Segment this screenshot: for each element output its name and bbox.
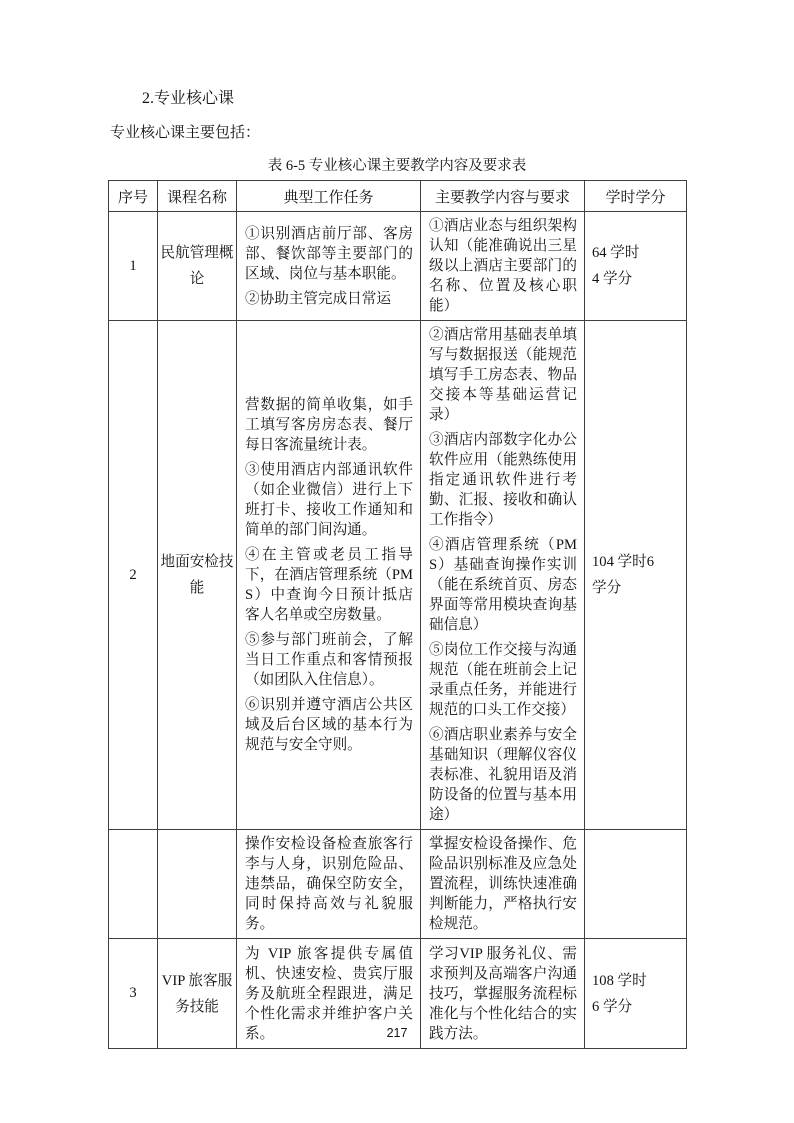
credit-line: 4 学分 xyxy=(592,271,633,287)
credit-line: 学分 xyxy=(592,580,622,596)
content-paragraph: 掌握安检设备操作、危险品识别标准及应急处置流程，训练快速准确判断能力，严格执行安检规范。 xyxy=(429,836,577,932)
seq-cell: 3 xyxy=(109,939,158,1049)
header-cell-tasks: 典型工作任务 xyxy=(237,181,421,212)
table-row xyxy=(109,830,687,939)
content-paragraph: ①酒店业态与组织架构认知（能准确说出三星级以上酒店主要部门的名称、位置及核心职能） xyxy=(429,218,577,314)
content-cell xyxy=(421,830,585,939)
page-number: 217 xyxy=(386,1026,408,1040)
task-paragraph: ③使用酒店内部通讯软件（如企业微信）进行上下班打卡、接收工作通知和简单的部门间沟通。 xyxy=(245,462,413,538)
tasks-cell xyxy=(237,212,421,321)
task-paragraph: ⑥识别并遵守酒店公共区域及后台区域的基本行为规范与安全守则。 xyxy=(245,697,413,753)
header-row xyxy=(109,181,687,212)
credit-line: 64 学时 xyxy=(592,245,640,261)
table-body xyxy=(109,212,687,1049)
credit-line: 6 学分 xyxy=(592,998,633,1015)
content-paragraph: ④酒店管理系统（PMS）基础查询操作实训（能在系统首页、房态界面等常用模块查询基础信息） xyxy=(429,537,577,633)
credit-cell xyxy=(585,321,687,830)
credit-line: 108 学时 xyxy=(592,972,647,989)
header-cell-course: 课程名称 xyxy=(158,181,237,212)
content-cell xyxy=(421,321,585,830)
content-paragraph: 学习VIP 服务礼仪、需求预判及高端客户沟通技巧，掌握服务流程标准化与个性化结合的实践方法。 xyxy=(429,945,577,1042)
header-cell-credit: 学时学分 xyxy=(585,181,687,212)
header-cell-seq: 序号 xyxy=(109,181,158,212)
content-paragraph: ⑤岗位工作交接与沟通规范（能在班前会上记录重点任务，并能进行规范的口头工作交接） xyxy=(429,642,577,718)
table-row xyxy=(109,212,687,321)
task-paragraph: 操作安检设备检查旅客行李与人身，识别危险品、违禁品，确保空防安全，同时保持高效与礼貌服务。 xyxy=(245,836,413,932)
task-paragraph: ①识别酒店前厅部、客房部、餐饮部等主要部门的区域、岗位与基本职能。 xyxy=(245,225,413,282)
intro-text: 专业核心课主要包括： xyxy=(110,125,261,141)
content-paragraph: ②酒店常用基础表单填写与数据报送（能规范填写手工房态表、物品交接本等基础运营记录） xyxy=(429,327,577,423)
task-paragraph: 为 VIP 旅客提供专属值机、快速安检、贵宾厅服务及航班全程跟进，满足个性化需求并维护客户关系。 xyxy=(245,945,413,1042)
task-paragraph: 营数据的简单收集，如手工填写客房房态表、餐厅每日客流量统计表。 xyxy=(245,397,413,453)
seq-cell: 1 xyxy=(109,212,158,321)
credit-line: 104 学时6 xyxy=(592,554,655,570)
task-paragraph: ④在主管或老员工指导下，在酒店管理系统（PMS）中查询今日预计抵店客人名单或空房数量。 xyxy=(245,547,413,623)
seq-cell: 2 xyxy=(109,321,158,830)
section-title: 2.专业核心课 xyxy=(142,90,235,107)
tasks-cell xyxy=(237,321,421,830)
table-row xyxy=(109,321,687,830)
tasks-cell xyxy=(237,830,421,939)
table-caption: 表 6-5 专业核心课主要教学内容及要求表 xyxy=(267,158,527,174)
task-paragraph: ②协助主管完成日常运 xyxy=(245,290,391,307)
course-name-cell: VIP 旅客服务技能 xyxy=(158,939,237,1049)
seq-cell xyxy=(109,830,158,939)
content-paragraph: ③酒店内部数字化办公软件应用（能熟练使用指定通讯软件进行考勤、汇报、接收和确认工作指令） xyxy=(429,432,577,528)
header-cell-content: 主要教学内容与要求 xyxy=(421,181,585,212)
core-courses-table xyxy=(108,180,687,1049)
content-cell xyxy=(421,212,585,321)
credit-cell xyxy=(585,212,687,321)
table-header xyxy=(109,181,687,212)
course-name-cell: 民航管理概论 xyxy=(158,212,237,321)
course-name-cell xyxy=(158,830,237,939)
course-name-cell: 地面安检技能 xyxy=(158,321,237,830)
content-paragraph: ⑥酒店职业素养与安全基础知识（理解仪容仪表标准、礼貌用语及消防设备的位置与基本用途） xyxy=(429,727,577,823)
task-paragraph: ⑤参与部门班前会，了解当日工作重点和客情预报（如团队入住信息）。 xyxy=(245,632,413,688)
credit-cell xyxy=(585,830,687,939)
